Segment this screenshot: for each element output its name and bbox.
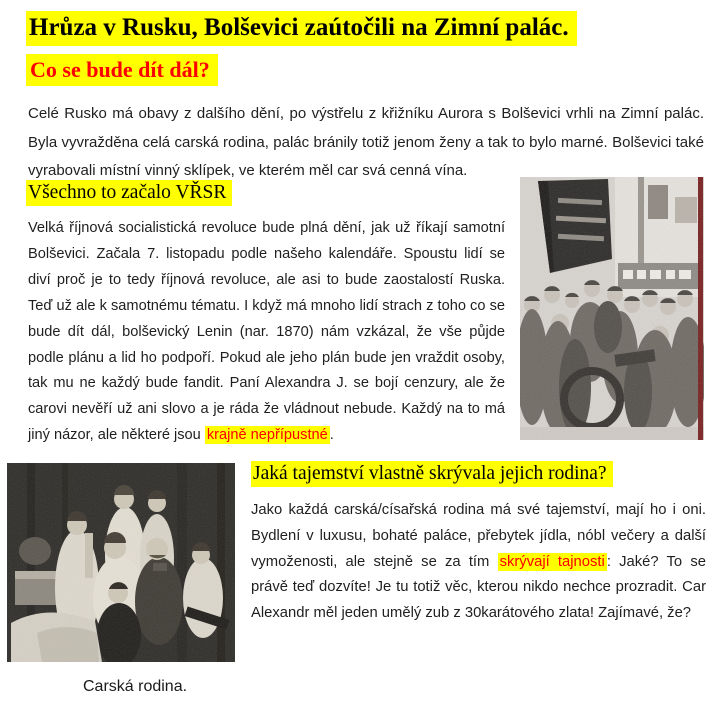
family-body-rest: : Jaké? To se právě teď dozvíte! Je tu totiž věc, kterou nikdo nechce prozradit. Car Alexandr měl jeden umělý zub z 30karátového zlata! Zajímavé, že? (251, 553, 706, 622)
vrsr-body-paragraph (28, 216, 505, 449)
family-body-paragraph (251, 498, 706, 627)
vrsr-body-period: . (329, 427, 334, 444)
family-body-text: Jako každá carská/císařská rodina má své tajemství, mají ho i oni. Bydlení v luxusu, bohaté paláce, přebytek jídla, nóbl večery a další vymoženosti, ale stejně se za tím (251, 502, 706, 570)
tsar-family-photo (7, 463, 235, 662)
intro-paragraph: Celé Rusko má obavy z dalšího dění, po výstřelu z křižníku Aurora s Bolševici vrhli na Zimní palác. Byla vyvražděna celá carská rodina, palác bránily totiž jenom ženy a tak to bylo marné. Bolševici také vyrabovali místní vinný sklípek, ve kterém měl car svá cenná vína. (28, 105, 704, 179)
page-subtitle-question: Co se bude dít dál? (26, 54, 218, 86)
revolution-crowd-photo (520, 177, 704, 440)
section-heading-family: Jaká tajemství vlastně skrývala jejich rodina? (251, 461, 613, 487)
family-body-highlight: skrývají tajnosti (499, 553, 605, 570)
section-heading-vrsr: Všechno to začalo VŘSR (26, 180, 232, 206)
family-photo-caption: Carská rodina. (83, 678, 188, 695)
page-title: Hrůza v Rusku, Bolševici zaútočili na Zimní palác. (26, 11, 577, 46)
vrsr-body-text: Velká říjnová socialistická revoluce bude plná dění, jak už říkají samotní Bolševici. Začala 7. listopadu podle našeho kalendáře. Spoustu lidí se diví proč je to tedy říjnová revoluce, ale asi to bude zaostalostí Ruska. Teď už ale k samotnému tématu. I když má mnoho lidí strach z toho co se bude dít dál, bolševický Lenin (nar. 1870) nám vzkázal, že vše půjde podle plánu a lid ho podpoří. Pokud ale jeho plán bude jen vraždit osoby, tak mu ne každý bude fandit. Paní Alexandra J. se bojí cenzury, ale že carovi nevěří už ani slovo a je ráda že vládnout nebude. Každý na to má jiný názor, ale některé jsou (28, 220, 505, 444)
vrsr-body-highlight: krajně nepřípustné (206, 427, 328, 444)
